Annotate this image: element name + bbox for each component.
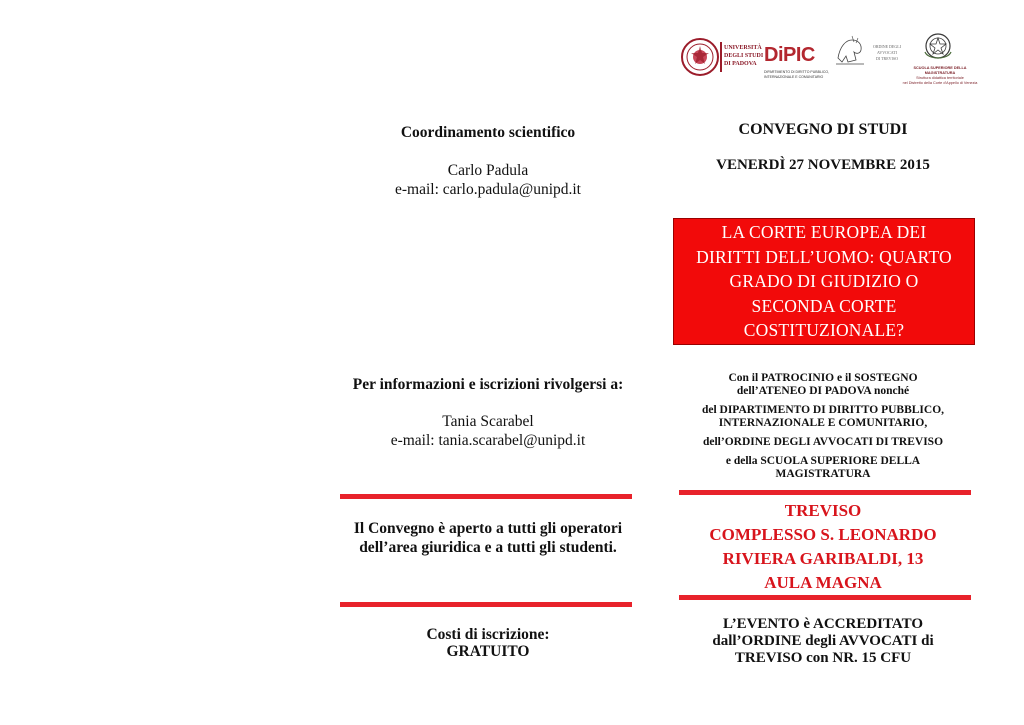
scuola-name-line2: Struttura didattica territoriale: [916, 76, 964, 80]
dipartimento-line1: del DIPARTIMENTO DI DIRITTO PUBBLICO,: [701, 404, 945, 416]
open-notice-line2: dell’area giuridica e a tutti gli studenti.: [359, 539, 617, 556]
unipd-seal-icon: [680, 37, 720, 77]
dipic-subtitle-line2: INTERNAZIONALE E COMUNITARIO: [764, 74, 824, 79]
accreditation-line2: dall’ORDINE degli AVVOCATI di: [712, 633, 934, 649]
ordine-name-line2: DI TREVISO: [875, 56, 899, 61]
unipd-logo: [676, 34, 766, 80]
dipartimento-line2: INTERNAZIONALE E COMUNITARIO,: [718, 417, 928, 429]
scuola-name-line3: nel Distretto della Corte d'Appello di Venezia: [902, 81, 978, 85]
divider-line: [679, 595, 971, 600]
dipic-wordmark: DiPIC: [764, 44, 815, 66]
ordine-name-line1: ORDINE DEGLI AVVOCATI: [872, 44, 902, 55]
info-email: e-mail: tania.scarabel@unipd.it: [390, 432, 586, 449]
accreditation-line1: L’EVENTO è ACCREDITATO: [722, 616, 924, 632]
dipic-logo: [764, 34, 834, 80]
open-notice-line1: Il Convegno è aperto a tutti gli operatori: [353, 520, 623, 537]
coord-name: Carlo Padula: [447, 162, 529, 179]
cost-info: [340, 626, 636, 660]
title-line: LA CORTE EUROPEA DEI: [721, 222, 927, 242]
unipd-name-line3: DI PADOVA: [724, 61, 757, 67]
patrocinio-line1: Con il PATROCINIO e il SOSTEGNO: [728, 372, 918, 384]
scuola-line2: MAGISTRATURA: [775, 468, 871, 480]
ordine-line: dell’ORDINE DEGLI AVVOCATI DI TREVISO: [702, 436, 944, 448]
accreditation-line3: TREVISO con NR. 15 CFU: [734, 650, 912, 666]
accreditation-block: [673, 616, 973, 667]
event-date: VENERDÌ 27 NOVEMBRE 2015: [716, 157, 930, 173]
venue-room: AULA MAGNA: [764, 573, 882, 592]
coord-heading: Coordinamento scientifico: [400, 124, 576, 141]
title-line: COSTITUZIONALE?: [743, 320, 905, 340]
patrocinio-line2: dell’ATENEO DI PADOVA nonché: [736, 385, 910, 397]
patrocinio-block: [673, 372, 973, 481]
ordine-avvocati-logo: [834, 32, 906, 78]
cost-line1: Costi di iscrizione:: [426, 626, 550, 643]
title-line: DIRITTI DELL’UOMO: QUARTO: [696, 246, 952, 267]
lion-emblem-icon: [834, 32, 866, 66]
info-name: Tania Scarabel: [442, 413, 534, 430]
cost-line2: GRATUITO: [446, 643, 530, 660]
logo-bar: [676, 30, 976, 92]
unipd-name-line2: DEGLI STUDI: [724, 53, 764, 59]
venue-address: RIVIERA GARIBALDI, 13: [722, 549, 924, 568]
divider-line: [340, 602, 632, 607]
conference-title-box: [673, 218, 975, 345]
scuola-name-line1: SCUOLA SUPERIORE DELLA MAGISTRATURA: [913, 66, 967, 75]
scuola-line1: e della SCUOLA SUPERIORE DELLA: [725, 455, 921, 467]
coord-email: e-mail: carlo.padula@unipd.it: [394, 181, 581, 198]
scuola-magistratura-logo: [900, 30, 980, 92]
info-heading: Per informazioni e iscrizioni rivolgersi a:: [352, 376, 624, 393]
convegno-heading: CONVEGNO DI STUDI: [738, 121, 908, 138]
venue-block: [673, 499, 973, 595]
open-notice: [330, 519, 646, 557]
venue-building: COMPLESSO S. LEONARDO: [709, 525, 937, 544]
dipic-subtitle-line1: DIPARTIMENTO DI DIRITTO PUBBLICO,: [764, 70, 830, 74]
title-line: GRADO DI GIUDIZIO O: [729, 271, 919, 291]
unipd-name-line1: UNIVERSITÀ: [724, 45, 762, 51]
divider-line: [340, 494, 632, 499]
divider-line: [679, 490, 971, 495]
italian-emblem-icon: [922, 30, 954, 64]
venue-city: TREVISO: [784, 501, 862, 520]
title-line: SECONDA CORTE: [751, 295, 897, 316]
